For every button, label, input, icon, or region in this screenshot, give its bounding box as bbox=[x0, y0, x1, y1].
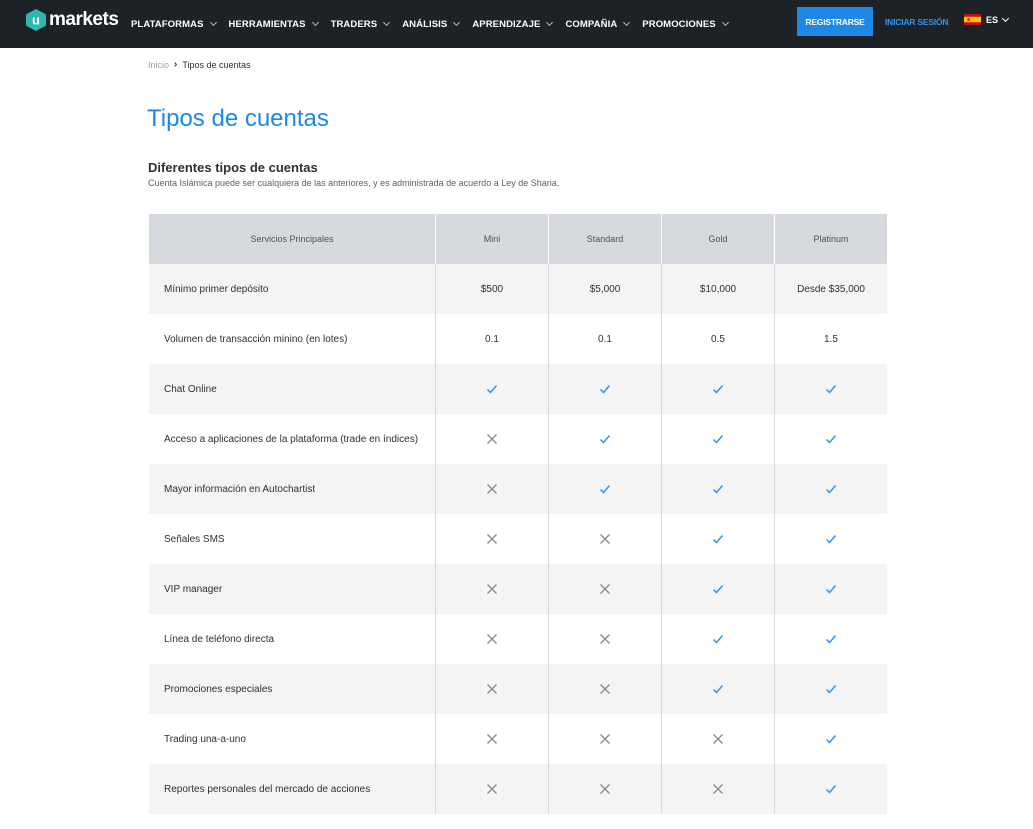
feature-cell bbox=[548, 414, 661, 464]
column-header-platinum: Platinum bbox=[774, 214, 887, 264]
section-title: Diferentes tipos de cuentas bbox=[148, 160, 318, 175]
check-icon bbox=[824, 782, 838, 796]
row-label: Señales SMS bbox=[164, 533, 225, 545]
feature-cell bbox=[774, 764, 887, 814]
value-cell: $500 bbox=[435, 264, 548, 314]
nav-item-plataformas[interactable] bbox=[131, 19, 216, 30]
feature-cell bbox=[435, 414, 548, 464]
table-row bbox=[149, 264, 887, 314]
check-icon bbox=[824, 432, 838, 446]
table-row bbox=[149, 614, 887, 664]
logo-hexagon-icon bbox=[26, 9, 46, 31]
table-row bbox=[149, 364, 887, 414]
feature-cell bbox=[435, 614, 548, 664]
feature-cell bbox=[774, 414, 887, 464]
language-code: ES bbox=[986, 14, 999, 25]
table-row bbox=[149, 464, 887, 514]
row-label: Chat Online bbox=[164, 383, 217, 395]
row-label: Línea de teléfono directa bbox=[164, 633, 275, 645]
chevron-down-icon bbox=[453, 19, 460, 26]
cross-icon bbox=[485, 582, 499, 596]
row-label: Acceso a aplicaciones de la plataforma (trade en índices) bbox=[164, 433, 419, 445]
chevron-down-icon bbox=[312, 19, 319, 26]
svg-text:u: u bbox=[32, 12, 40, 28]
cross-icon bbox=[598, 532, 612, 546]
cross-icon bbox=[598, 582, 612, 596]
feature-cell bbox=[774, 464, 887, 514]
row-label: Mayor información en Autochartist bbox=[164, 483, 316, 495]
login-link[interactable]: INICIAR SESIÓN bbox=[885, 16, 949, 27]
cross-icon bbox=[485, 682, 499, 696]
check-icon bbox=[824, 532, 838, 546]
check-icon bbox=[824, 632, 838, 646]
nav-item-label: PROMOCIONES bbox=[642, 18, 716, 30]
value-cell: 0.5 bbox=[661, 314, 774, 364]
feature-cell bbox=[774, 614, 887, 664]
top-nav-bar bbox=[0, 0, 1033, 48]
feature-cell bbox=[774, 714, 887, 764]
feature-cell bbox=[548, 564, 661, 614]
check-icon bbox=[711, 432, 725, 446]
cross-icon bbox=[485, 632, 499, 646]
check-icon bbox=[711, 382, 725, 396]
value-cell: $5,000 bbox=[548, 264, 661, 314]
feature-cell bbox=[661, 764, 774, 814]
feature-cell bbox=[435, 564, 548, 614]
breadcrumb-current: Tipos de cuentas bbox=[182, 59, 251, 70]
nav-item-traders[interactable] bbox=[331, 19, 390, 30]
nav-item-herramientas[interactable] bbox=[229, 19, 318, 30]
feature-cell bbox=[661, 614, 774, 664]
chevron-down-icon bbox=[722, 19, 729, 26]
column-header-services: Servicios Principales bbox=[250, 234, 334, 244]
value-cell: 0.1 bbox=[435, 314, 548, 364]
column-header-mini: Mini bbox=[435, 214, 548, 264]
table-row bbox=[149, 714, 887, 764]
check-icon bbox=[824, 732, 838, 746]
breadcrumb-separator-icon: › bbox=[174, 59, 178, 70]
breadcrumb bbox=[148, 59, 251, 70]
row-label: Reportes personales del mercado de acciones bbox=[164, 783, 371, 795]
check-icon bbox=[824, 582, 838, 596]
check-icon bbox=[711, 482, 725, 496]
table-row bbox=[149, 414, 887, 464]
cross-icon bbox=[598, 732, 612, 746]
table-header-row bbox=[149, 214, 887, 264]
feature-cell bbox=[548, 514, 661, 564]
nav-item-label: APRENDIZAJE bbox=[472, 18, 541, 30]
value-cell: $10,000 bbox=[661, 264, 774, 314]
cross-icon bbox=[711, 782, 725, 796]
logo-text: markets bbox=[49, 9, 119, 30]
breadcrumb-home-link[interactable]: Inicio bbox=[148, 59, 170, 70]
nav-item-promociones[interactable] bbox=[642, 19, 727, 30]
account-types-table bbox=[149, 214, 887, 814]
check-icon bbox=[598, 382, 612, 396]
table-row bbox=[149, 314, 887, 364]
row-label: Mínimo primer depósito bbox=[164, 283, 269, 295]
feature-cell bbox=[661, 514, 774, 564]
section-subtitle: Cuenta Islámica puede ser cualquiera de las anteriores, y es administrada de acuerdo a Ley de Sharia. bbox=[148, 178, 560, 188]
check-icon bbox=[598, 432, 612, 446]
feature-cell bbox=[435, 664, 548, 714]
feature-cell bbox=[661, 414, 774, 464]
table-row bbox=[149, 514, 887, 564]
nav-item-label: COMPAÑIA bbox=[565, 18, 618, 30]
language-selector[interactable] bbox=[964, 14, 1008, 25]
feature-cell bbox=[774, 364, 887, 414]
chevron-down-icon bbox=[1002, 14, 1009, 21]
check-icon bbox=[824, 382, 838, 396]
value-cell: 1.5 bbox=[774, 314, 887, 364]
main-menu bbox=[131, 0, 741, 48]
umarkets-logo[interactable] bbox=[26, 9, 118, 31]
feature-cell bbox=[548, 464, 661, 514]
check-icon bbox=[824, 482, 838, 496]
table-row bbox=[149, 764, 887, 814]
check-icon bbox=[711, 582, 725, 596]
chevron-down-icon bbox=[623, 19, 630, 26]
cross-icon bbox=[711, 732, 725, 746]
feature-cell bbox=[661, 664, 774, 714]
cross-icon bbox=[598, 682, 612, 696]
row-label: Promociones especiales bbox=[164, 683, 273, 695]
chevron-down-icon bbox=[209, 19, 216, 26]
feature-cell bbox=[661, 564, 774, 614]
value-cell: 0.1 bbox=[548, 314, 661, 364]
check-icon bbox=[485, 382, 499, 396]
feature-cell bbox=[435, 514, 548, 564]
nav-item-análisis[interactable] bbox=[402, 19, 459, 30]
feature-cell bbox=[661, 464, 774, 514]
cross-icon bbox=[485, 482, 499, 496]
check-icon bbox=[711, 632, 725, 646]
nav-item-label: PLATAFORMAS bbox=[131, 18, 204, 30]
cross-icon bbox=[485, 532, 499, 546]
check-icon bbox=[711, 682, 725, 696]
cross-icon bbox=[485, 732, 499, 746]
feature-cell bbox=[774, 564, 887, 614]
row-label: Volumen de transacción minino (en lotes) bbox=[164, 333, 348, 345]
feature-cell bbox=[548, 714, 661, 764]
check-icon bbox=[598, 482, 612, 496]
check-icon bbox=[711, 532, 725, 546]
row-label: VIP manager bbox=[164, 583, 223, 595]
value-cell: Desde $35,000 bbox=[774, 264, 887, 314]
check-icon bbox=[824, 682, 838, 696]
feature-cell bbox=[435, 464, 548, 514]
nav-item-aprendizaje[interactable] bbox=[472, 19, 552, 30]
cross-icon bbox=[485, 782, 499, 796]
row-label: Trading una-a-uno bbox=[164, 733, 246, 745]
feature-cell bbox=[435, 364, 548, 414]
chevron-down-icon bbox=[546, 19, 553, 26]
feature-cell bbox=[548, 664, 661, 714]
feature-cell bbox=[548, 764, 661, 814]
nav-item-label: TRADERS bbox=[330, 18, 378, 30]
column-header-standard: Standard bbox=[548, 214, 661, 264]
feature-cell bbox=[661, 364, 774, 414]
page-title: Tipos de cuentas bbox=[147, 105, 329, 132]
chevron-down-icon bbox=[383, 19, 390, 26]
feature-cell bbox=[774, 514, 887, 564]
feature-cell bbox=[548, 614, 661, 664]
cross-icon bbox=[598, 632, 612, 646]
feature-cell bbox=[661, 714, 774, 764]
nav-item-label: ANÁLISIS bbox=[402, 18, 448, 30]
feature-cell bbox=[548, 364, 661, 414]
cross-icon bbox=[485, 432, 499, 446]
feature-cell bbox=[774, 664, 887, 714]
column-header-gold: Gold bbox=[661, 214, 774, 264]
feature-cell bbox=[435, 714, 548, 764]
nav-item-compañia[interactable] bbox=[565, 19, 629, 30]
cross-icon bbox=[598, 782, 612, 796]
spain-flag-icon bbox=[964, 14, 981, 25]
nav-item-label: HERRAMIENTAS bbox=[228, 18, 306, 30]
feature-cell bbox=[435, 764, 548, 814]
register-button[interactable]: REGISTRARSE bbox=[797, 7, 873, 36]
table-row bbox=[149, 564, 887, 614]
table-row bbox=[149, 664, 887, 714]
